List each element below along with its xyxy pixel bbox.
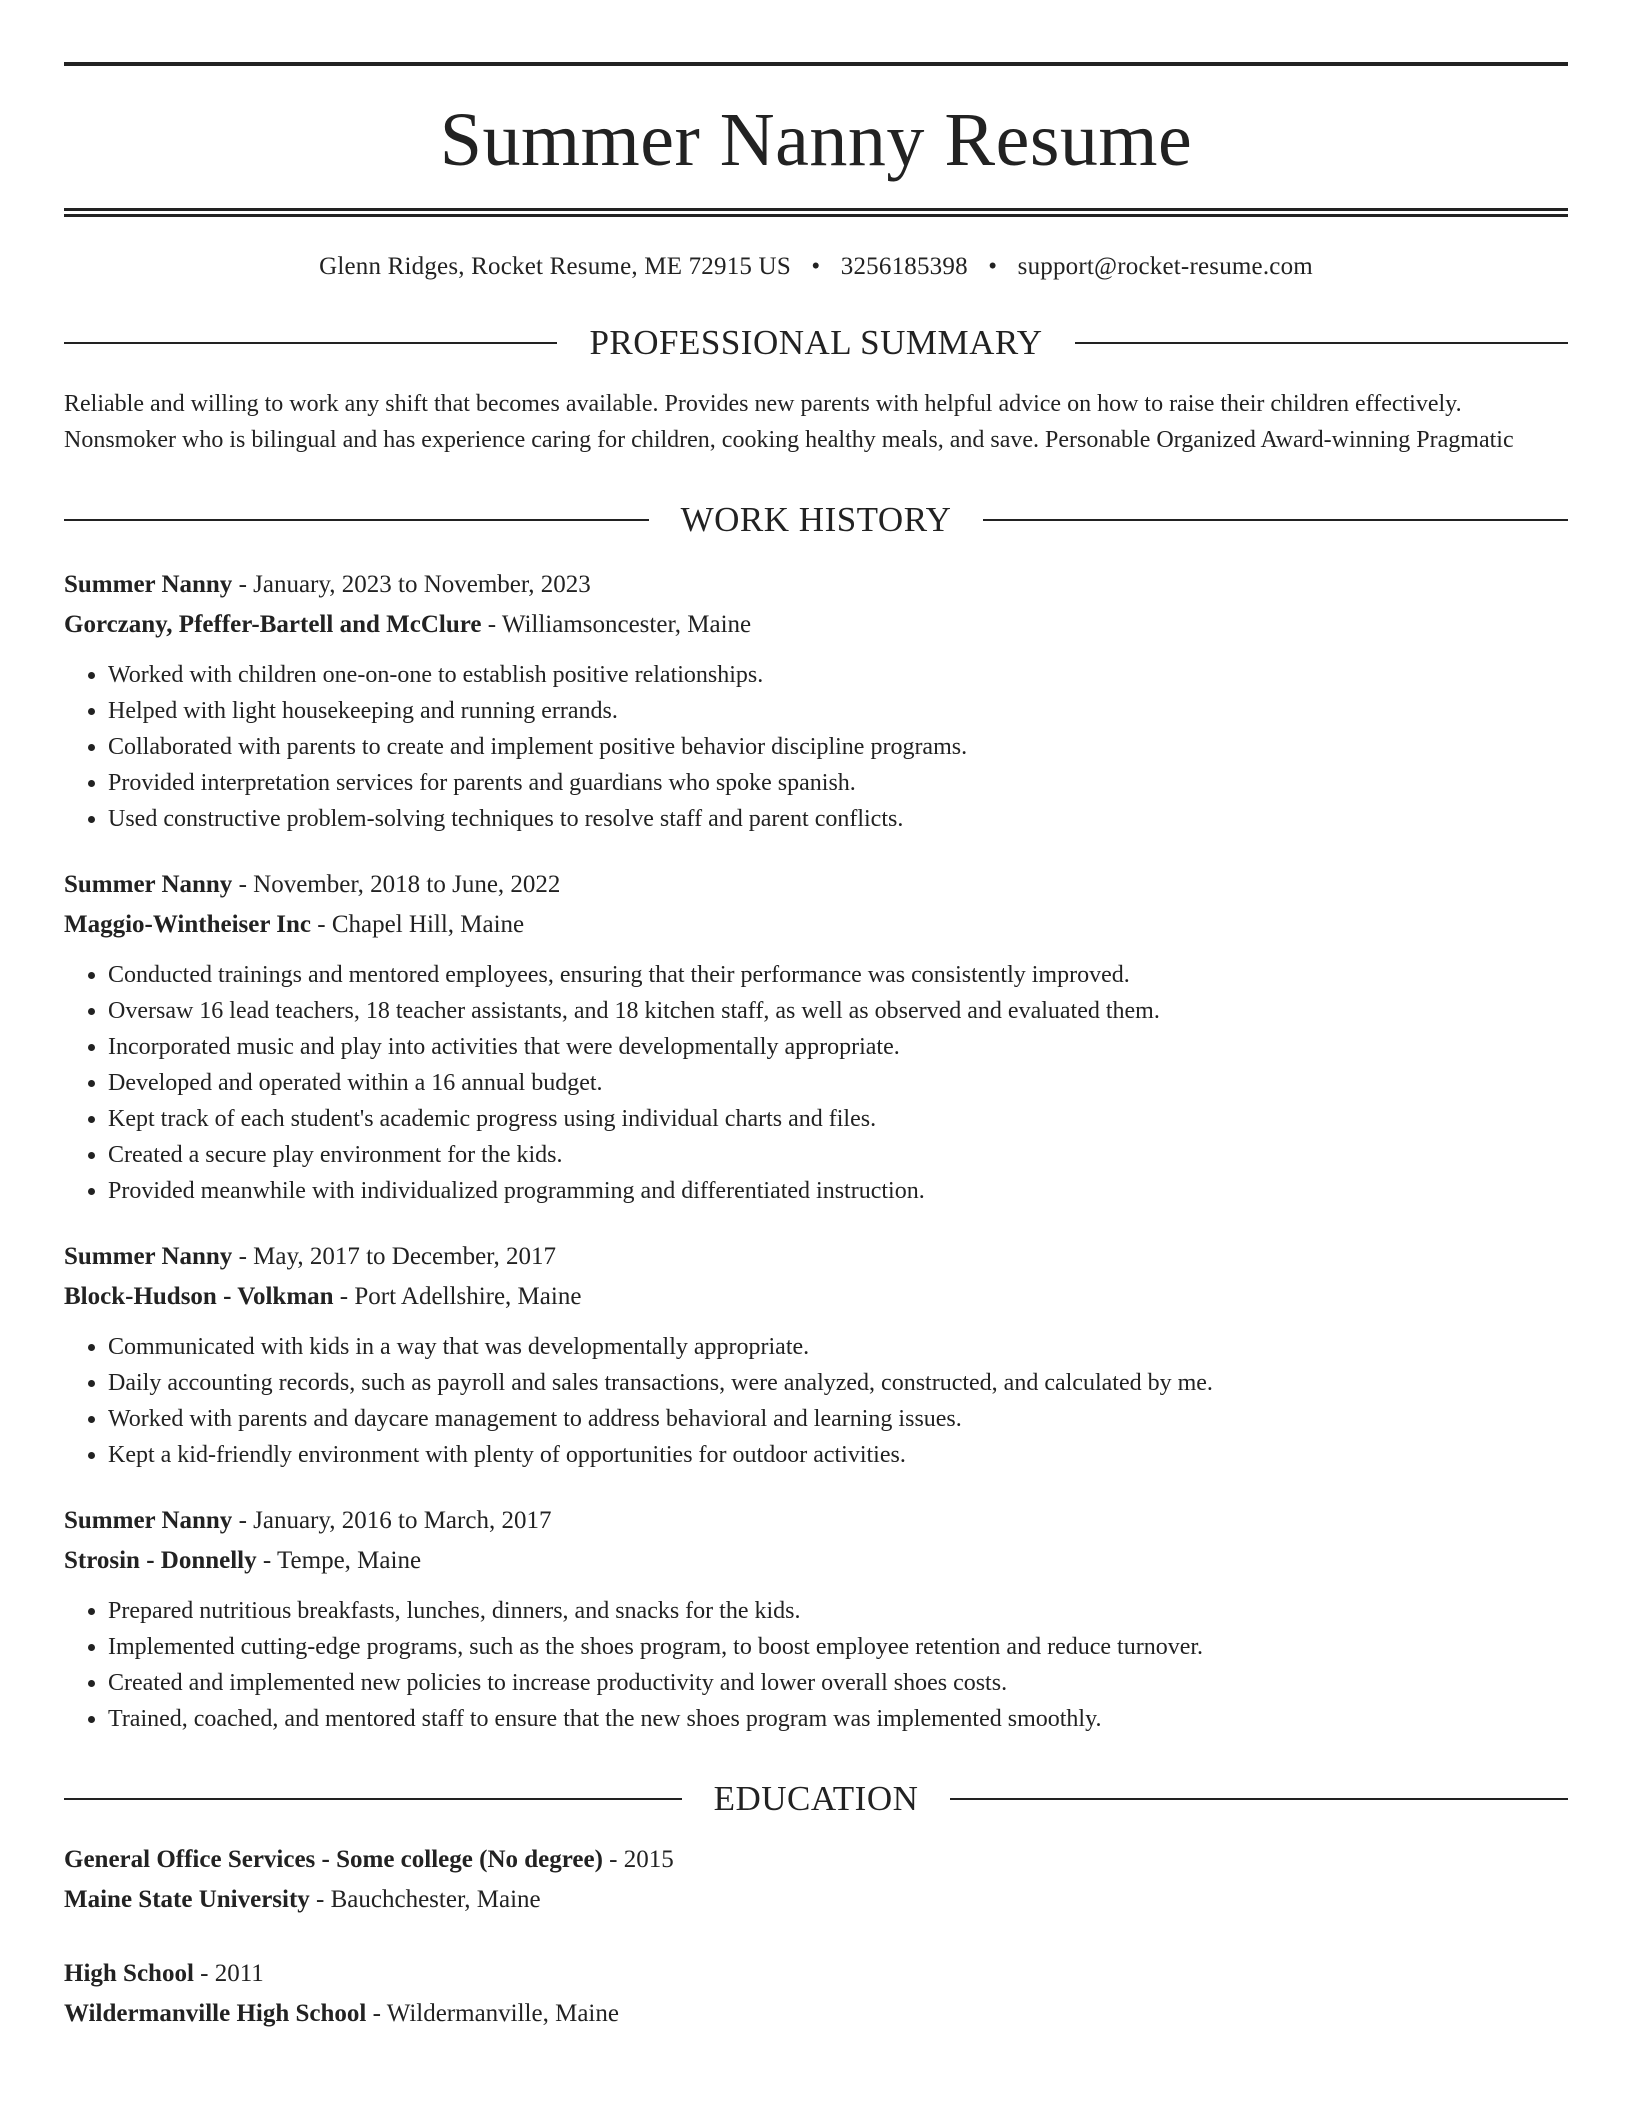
education-degree-line — [64, 1840, 1568, 1880]
title-double-rule — [64, 208, 1568, 217]
job-bullet: • Created and implemented new policies to increase productivity and lower overall shoes costs. — [108, 1665, 1568, 1701]
section-heading-summary — [64, 325, 1568, 360]
job-title: Summer Nanny — [64, 871, 233, 898]
education-school: Maine State University — [64, 1886, 310, 1913]
education-year: - 2015 — [602, 1846, 674, 1873]
job-entry — [64, 1501, 1568, 1737]
job-title-line — [64, 565, 1568, 605]
summary-text: Reliable and willing to work any shift that becomes available. Provides new parents with helpful advice on how to raise their children effectively. Nonsmoker who is bilingual and has experience caring for children, cooking healthy meals, and save. Personable Organized Award-winning Pragmatic — [64, 391, 1514, 453]
job-bullet: • Worked with children one-on-one to establish positive relationships. — [108, 657, 1568, 693]
job-title-line — [64, 1501, 1568, 1541]
divider — [950, 1798, 1568, 1800]
job-location: - Chapel Hill, Maine — [311, 911, 525, 938]
divider — [64, 342, 557, 344]
contact-email[interactable]: support@rocket-resume.com — [1017, 253, 1313, 280]
job-bullet: • Worked with parents and daycare management to address behavioral and learning issues. — [108, 1401, 1568, 1437]
job-company-line — [64, 905, 1568, 945]
section-title: WORK HISTORY — [680, 500, 952, 539]
education-location: - Bauchchester, Maine — [309, 1886, 541, 1913]
job-bullet: • Provided interpretation services for parents and guardians who spoke spanish. — [108, 765, 1568, 801]
section-title: PROFESSIONAL SUMMARY — [589, 323, 1043, 362]
contact-phone[interactable]: 3256185398 — [840, 253, 968, 280]
job-bullet: • Kept a kid-friendly environment with plenty of opportunities for outdoor activities. — [108, 1437, 1568, 1473]
section-heading-work — [64, 502, 1568, 537]
education-school-line — [64, 1994, 1568, 2034]
job-bullets — [64, 1593, 1568, 1737]
job-dates: - January, 2016 to March, 2017 — [232, 1507, 552, 1534]
education-location: - Wildermanville, Maine — [366, 2000, 619, 2027]
divider — [64, 519, 649, 521]
job-bullet: • Implemented cutting-edge programs, such as the shoes program, to boost employee retention and reduce turnover. — [108, 1629, 1568, 1665]
contact-address: Glenn Ridges, Rocket Resume, ME 72915 US — [319, 253, 791, 280]
job-dates: - November, 2018 to June, 2022 — [232, 871, 561, 898]
education-entry — [64, 1954, 1568, 2034]
job-entry — [64, 565, 1568, 837]
job-bullets — [64, 1329, 1568, 1473]
job-company: Gorczany, Pfeffer-Bartell and McClure — [64, 611, 482, 638]
education-entry — [64, 1840, 1568, 1920]
job-location: - Tempe, Maine — [256, 1547, 422, 1574]
education-degree-line — [64, 1954, 1568, 1994]
job-company: Strosin - Donnelly — [64, 1547, 257, 1574]
job-bullet: • Collaborated with parents to create and implement positive behavior discipline programs. — [108, 729, 1568, 765]
job-location: - Williamsoncester, Maine — [481, 611, 752, 638]
job-title-line — [64, 865, 1568, 905]
job-company: Block-Hudson - Volkman — [64, 1283, 334, 1310]
job-bullet: • Kept track of each student's academic progress using individual charts and files. — [108, 1101, 1568, 1137]
job-bullet: • Developed and operated within a 16 annual budget. — [108, 1065, 1568, 1101]
education-school-line — [64, 1880, 1568, 1920]
divider — [983, 519, 1568, 521]
job-bullet: • Daily accounting records, such as payroll and sales transactions, were analyzed, constructed, and calculated by me. — [108, 1365, 1568, 1401]
job-bullet: • Incorporated music and play into activities that were developmentally appropriate. — [108, 1029, 1568, 1065]
job-bullet: • Provided meanwhile with individualized programming and differentiated instruction. — [108, 1173, 1568, 1209]
contact-line — [64, 253, 1568, 281]
work-history-list — [64, 565, 1568, 1737]
section-heading-education — [64, 1781, 1568, 1816]
job-bullet: • Conducted trainings and mentored employees, ensuring that their performance was consistently improved. — [108, 957, 1568, 993]
contact-separator: • — [988, 253, 998, 280]
job-company-line — [64, 605, 1568, 645]
job-bullet: • Used constructive problem-solving techniques to resolve staff and parent conflicts. — [108, 801, 1568, 837]
job-bullet: • Trained, coached, and mentored staff to ensure that the new shoes program was implemented smoothly. — [108, 1701, 1568, 1737]
job-entry — [64, 865, 1568, 1209]
job-entry — [64, 1237, 1568, 1473]
job-bullets — [64, 957, 1568, 1209]
divider — [1075, 342, 1568, 344]
job-title: Summer Nanny — [64, 1507, 233, 1534]
job-dates: - May, 2017 to December, 2017 — [232, 1243, 556, 1270]
education-degree: High School — [64, 1960, 194, 1987]
education-school: Wildermanville High School — [64, 2000, 367, 2027]
education-degree: General Office Services - Some college (No degree) — [64, 1846, 603, 1873]
job-company-line — [64, 1541, 1568, 1581]
job-dates: - January, 2023 to November, 2023 — [232, 571, 591, 598]
job-company: Maggio-Wintheiser Inc — [64, 911, 311, 938]
section-title: EDUCATION — [713, 1779, 919, 1818]
resume-page — [64, 0, 1568, 2034]
education-list — [64, 1840, 1568, 2034]
job-title-line — [64, 1237, 1568, 1277]
job-title: Summer Nanny — [64, 571, 233, 598]
job-title: Summer Nanny — [64, 1243, 233, 1270]
job-bullet: • Oversaw 16 lead teachers, 18 teacher assistants, and 18 kitchen staff, as well as observed and evaluated them. — [108, 993, 1568, 1029]
job-bullet: • Communicated with kids in a way that was developmentally appropriate. — [108, 1329, 1568, 1365]
job-location: - Port Adellshire, Maine — [333, 1283, 582, 1310]
job-bullets — [64, 657, 1568, 837]
job-bullet: • Helped with light housekeeping and running errands. — [108, 693, 1568, 729]
resume-title: Summer Nanny Resume — [439, 98, 1193, 182]
job-bullet: • Prepared nutritious breakfasts, lunches, dinners, and snacks for the kids. — [108, 1593, 1568, 1629]
job-company-line — [64, 1277, 1568, 1317]
divider — [64, 1798, 682, 1800]
contact-separator: • — [811, 253, 821, 280]
education-year: - 2011 — [193, 1960, 264, 1987]
job-bullet: • Created a secure play environment for the kids. — [108, 1137, 1568, 1173]
